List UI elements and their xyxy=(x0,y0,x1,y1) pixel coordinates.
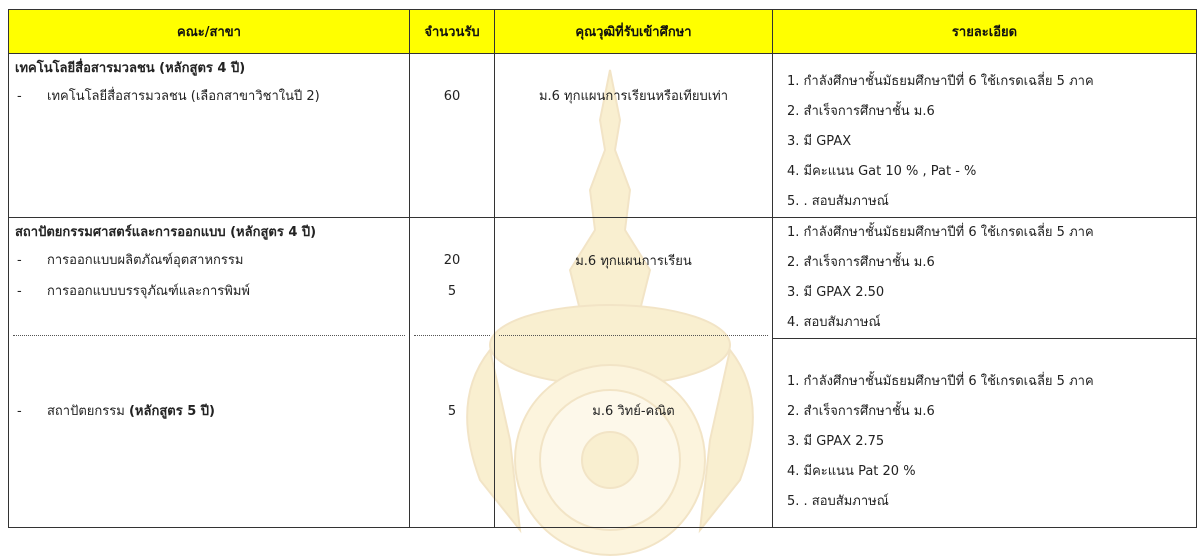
header-qualification: คุณวุฒิที่รับเข้าศึกษา xyxy=(495,10,773,54)
seats-cell xyxy=(410,218,495,528)
detail-line: 3. มี GPAX 2.50 xyxy=(787,285,885,300)
seats-value: 5 xyxy=(447,404,457,419)
program-name: สถาปัตยกรรม xyxy=(47,404,125,419)
detail-line: 3. มี GPAX 2.75 xyxy=(787,434,885,449)
detail-line: 3. มี GPAX xyxy=(787,134,852,149)
detail-line: 2. สำเร็จการศึกษาชั้น ม.6 xyxy=(787,255,935,270)
faculty-title: เทคโนโลยีสื่อสารมวลชน (หลักสูตร 4 ปี) xyxy=(15,61,246,76)
faculty-title: สถาปัตยกรรมศาสตร์และการออกแบบ (หลักสูตร 4 ปี) xyxy=(15,225,317,240)
program-item: - การออกแบบบรรจุภัณฑ์และการพิมพ์ xyxy=(17,284,250,299)
program-name: การออกแบบผลิตภัณฑ์อุตสาหกรรม xyxy=(47,253,244,268)
table-header-row xyxy=(9,10,1197,54)
program-item: - การออกแบบผลิตภัณฑ์อุตสาหกรรม xyxy=(17,253,244,268)
faculty-cell xyxy=(9,218,410,528)
program-item: - เทคโนโลยีสื่อสารมวลชน (เลือกสาขาวิชาในปี 2) xyxy=(17,89,320,104)
seats-cell xyxy=(410,54,495,218)
detail-line: 1. กำลังศึกษาชั้นมัธยมศึกษาปีที่ 6 ใช้เกรดเฉลี่ย 5 ภาค xyxy=(787,74,1094,89)
header-faculty: คณะ/สาขา xyxy=(9,10,410,54)
program-item: - สถาปัตยกรรม (หลักสูตร 5 ปี) xyxy=(17,404,215,419)
seats-value: 5 xyxy=(447,284,457,299)
detail-line: 5. . สอบสัมภาษณ์ xyxy=(787,494,889,509)
details-cell xyxy=(773,218,1197,528)
detail-line: 4. มีคะแนน Pat 20 % xyxy=(787,464,916,479)
faculty-cell xyxy=(9,54,410,218)
qualification-value: ม.6 ทุกแผนการเรียน xyxy=(575,254,692,269)
program-name: เทคโนโลยีสื่อสารมวลชน (เลือกสาขาวิชาในปี 2) xyxy=(47,89,320,104)
table-row xyxy=(9,218,1197,528)
header-details: รายละเอียด xyxy=(773,10,1197,54)
detail-line: 1. กำลังศึกษาชั้นมัธยมศึกษาปีที่ 6 ใช้เกรดเฉลี่ย 5 ภาค xyxy=(787,225,1094,240)
detail-line: 5. . สอบสัมภาษณ์ xyxy=(787,194,889,209)
detail-line: 1. กำลังศึกษาชั้นมัธยมศึกษาปีที่ 6 ใช้เกรดเฉลี่ย 5 ภาค xyxy=(787,374,1094,389)
program-duration: (หลักสูตร 5 ปี) xyxy=(128,404,215,419)
detail-line: 2. สำเร็จการศึกษาชั้น ม.6 xyxy=(787,104,935,119)
seats-value: 60 xyxy=(443,89,461,104)
program-name: การออกแบบบรรจุภัณฑ์และการพิมพ์ xyxy=(47,284,250,299)
detail-line: 4. มีคะแนน Gat 10 % , Pat - % xyxy=(787,164,977,179)
detail-line: 2. สำเร็จการศึกษาชั้น ม.6 xyxy=(787,404,935,419)
admission-table xyxy=(8,9,1197,528)
qualification-cell xyxy=(495,54,773,218)
qualification-cell xyxy=(495,218,773,528)
qualification-value: ม.6 วิทย์-คณิต xyxy=(592,404,675,419)
table-row xyxy=(9,54,1197,218)
qualification-value: ม.6 ทุกแผนการเรียนหรือเทียบเท่า xyxy=(538,89,729,104)
details-cell xyxy=(773,54,1197,218)
header-seats: จำนวนรับ xyxy=(410,10,495,54)
seats-value: 20 xyxy=(443,253,461,268)
detail-line: 4. สอบสัมภาษณ์ xyxy=(787,315,881,330)
